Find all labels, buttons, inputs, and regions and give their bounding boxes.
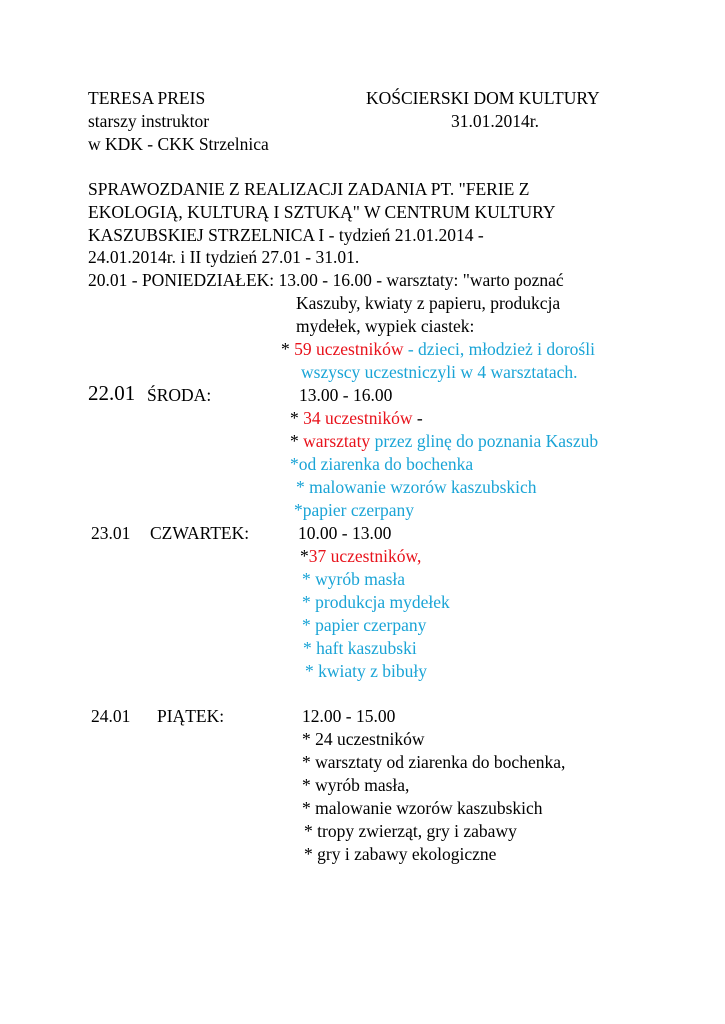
author-role: starszy instruktor [88,111,210,131]
thursday-participants-bullet: * [300,546,309,566]
monday-time: 13.00 - 16.00 [278,270,372,290]
wednesday-workshops-bullet: * [290,431,304,451]
title-line-3: KASZUBSKIEJ STRZELNICA I - tydzień 21.01.2014 - [88,225,484,245]
wednesday-participants-tail: - [412,408,423,428]
friday-item-2: * warsztaty od ziarenka do bochenka, [302,752,566,772]
title-line-4: 24.01.2014r. i II tydzień 27.01 - 31.01. [88,247,360,267]
thursday-participants: 37 uczestników, [308,546,422,566]
thursday-participants-line [300,545,421,567]
monday-participants: 59 uczestników [294,339,404,359]
wednesday-workshops-line [290,430,598,452]
wednesday-participants: 34 uczestników [303,408,413,428]
wednesday-workshops-word: warsztaty [303,431,371,451]
monday-participants-rest: - dzieci, młodzież i dorośli [403,339,595,359]
institution-name: KOŚCIERSKI DOM KULTURY [366,88,600,108]
monday-participants-line [281,338,595,360]
monday-cont-2: mydełek, wypiek ciastek: [296,316,475,336]
friday-item-3: * wyrób masła, [302,775,410,795]
wednesday-item-1: *od ziarenka do bochenka [290,454,474,474]
thursday-time: 10.00 - 13.00 [298,523,392,543]
monday-line [88,269,564,291]
title-line-1: SPRAWOZDANIE Z REALIZACJI ZADANIA PT. "FERIE Z [88,179,530,199]
report-date: 31.01.2014r. [451,111,539,131]
monday-intro: - warsztaty: "warto poznać [371,270,564,290]
friday-item-1: * 24 uczestników [302,729,425,749]
thursday-item-1: * wyrób masła [302,569,406,589]
monday-participants-bullet: * [281,339,290,359]
friday-item-5: * tropy zwierząt, gry i zabawy [304,821,517,841]
author-place: w KDK - CKK Strzelnica [88,134,269,154]
friday-day: PIĄTEK: [157,706,225,726]
monday-label: 20.01 - PONIEDZIAŁEK: [88,270,275,290]
author-name: TERESA PREIS [88,88,206,108]
monday-cont-1: Kaszuby, kwiaty z papieru, produkcja [296,293,561,313]
wednesday-date: 22.01 [88,381,136,405]
wednesday-participants-bullet: * [290,408,304,428]
friday-item-6: * gry i zabawy ekologiczne [304,844,497,864]
thursday-date: 23.01 [91,523,131,543]
wednesday-time: 13.00 - 16.00 [299,385,393,405]
wednesday-workshops-rest: przez glinę do poznania Kaszub [370,431,599,451]
thursday-item-2: * produkcja mydełek [302,592,450,612]
wednesday-day: ŚRODA: [147,385,212,405]
wednesday-participants-line [290,407,423,429]
title-line-2: EKOLOGIĄ, KULTURĄ I SZTUKĄ" W CENTRUM KULTURY [88,202,556,222]
friday-date: 24.01 [91,706,131,726]
thursday-item-4: * haft kaszubski [303,638,417,658]
friday-time: 12.00 - 15.00 [302,706,396,726]
wednesday-item-2: * malowanie wzorów kaszubskich [296,477,537,497]
thursday-item-3: * papier czerpany [302,615,427,635]
friday-item-4: * malowanie wzorów kaszubskich [302,798,543,818]
thursday-item-5: * kwiaty z bibuły [305,661,427,681]
wednesday-item-3: *papier czerpany [294,500,414,520]
thursday-day: CZWARTEK: [150,523,250,543]
monday-all-note: wszyscy uczestniczyli w 4 warsztatach. [301,362,578,382]
